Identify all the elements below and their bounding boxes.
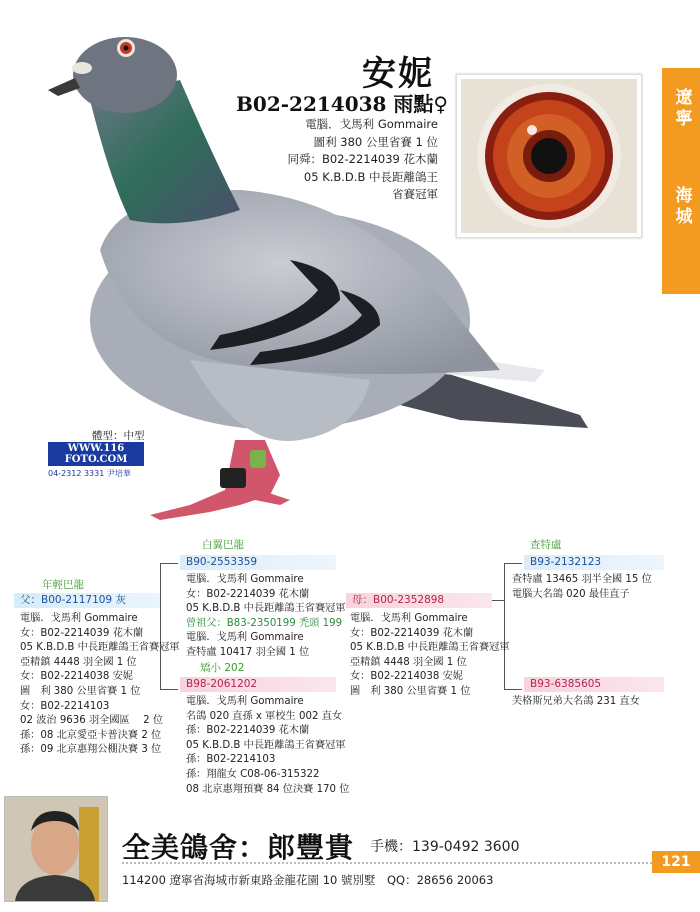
sire-dam-line: 名鴿 020 直孫 x 軍校生 002 直女 [186, 710, 343, 722]
dam-line: 女：B02-2214039 花木蘭 [350, 627, 474, 639]
sire-sire-details [186, 573, 346, 675]
sire-dam-line: 電腦．戈馬利 Gommaire [186, 696, 304, 707]
dam-sire-line: 查特盧 13465 羽半全國 15 位 [512, 574, 652, 585]
great-grandsire-line: 曾祖父：B83-2350199 禿頭 199 [186, 617, 343, 629]
sire-line: 女：B02-2214103 [20, 700, 110, 712]
connector-line [160, 563, 178, 564]
dam-line: 亞精鎮 4448 羽全國 1 位 [350, 656, 467, 668]
loft-name: 全美鴿舍：郎豐貴 [122, 831, 355, 864]
info-line: 圖利 380 公里省賽 1 位 [313, 134, 438, 149]
dam-line: 05 K.B.D.B 中長距離鴿王省賽冠軍 [350, 642, 510, 654]
sire-dam-label: B98-2061202 [180, 677, 336, 692]
owner-phone: 手機：139-0492 3600 [370, 839, 520, 855]
info-line: 電腦．戈馬利 Gommaire [305, 117, 438, 131]
dam-line: 電腦．戈馬利 Gommaire [350, 613, 468, 624]
page-number: 121 [652, 851, 700, 873]
ring-number: B02-2214038 雨點♀ [236, 92, 449, 116]
sire-line: 孫：08 北京愛亞卡普決賽 2 位 [20, 729, 162, 741]
dam-sire-label: B93-2132123 [524, 555, 664, 570]
owner-address: 114200 遼寧省海城市新東路金龍花園 10 號別墅 QQ：28656 20063 [122, 873, 494, 887]
watermark-logo: WWW.116 FOTO.COM [48, 442, 144, 466]
info-line: 05 K.B.D.B 中長距離鴿王 [303, 169, 438, 184]
eye-photo [456, 74, 642, 238]
pigeon-name: 安妮 [362, 54, 434, 94]
sire-dam-details [186, 695, 349, 797]
dam-line: 圖 利 380 公里省賽 1 位 [350, 685, 471, 697]
sire-line: 亞精鎮 4448 羽全國 1 位 [20, 656, 137, 668]
owner-photo [4, 796, 108, 902]
owner-portrait [5, 797, 107, 901]
sire-dam-line: 孫：B02-2214103 [186, 754, 276, 766]
photographer-watermark [48, 442, 144, 479]
sire-line: 05 K.B.D.B 中長距離鴿王省賽冠軍 [20, 642, 180, 654]
sire-line: 女：B02-2214039 花木蘭 [20, 627, 144, 639]
sire-dam-line: 05 K.B.D.B 中長距離鴿王省賽冠軍 [186, 739, 346, 751]
watermark-phone: 04-2312 3331 尹培華 [48, 469, 131, 478]
sire-line: 孫：09 北京惠翔公棚決賽 3 位 [20, 744, 162, 756]
sire-line: 02 波治 9636 羽全國區 2 位 [20, 715, 164, 727]
sire-sire-tag2: 矯小 202 [200, 661, 245, 674]
sire-details [20, 612, 180, 758]
dam-dam-label: B93-6385605 [524, 677, 664, 692]
dam-dam-details [512, 695, 640, 710]
sire-sire-tag: 白翼巴龍 [202, 539, 244, 551]
sire-sire-line: 電腦．戈馬利 Gommaire [186, 632, 304, 644]
connector-line [504, 563, 522, 564]
sire-dam-line: 08 北京惠翔預賽 84 位決賽 170 位 [186, 783, 350, 795]
info-line: 省賽冠軍 [392, 187, 438, 201]
dam-sire-line: 電腦大名鴿 020 最佳直子 [512, 588, 630, 600]
city-label: 海城 [671, 186, 692, 228]
sire-tag: 年輕巴龍 [42, 579, 84, 591]
dam-sire-details [512, 573, 652, 602]
sire-dam-line: 孫：B02-2214039 花木蘭 [186, 725, 310, 737]
pigeon-info [198, 116, 438, 204]
sire-sire-line: 女：B02-2214039 花木蘭 [186, 588, 310, 600]
sire-line: 電腦．戈馬利 Gommaire [20, 613, 138, 624]
dam-details [350, 612, 510, 700]
sire-dam-line: 孫：翔龍女 C08-06-315322 [186, 768, 320, 780]
dam-dam-line: 芙格斯兄弟大名鴿 231 直女 [512, 696, 640, 707]
dam-line: 女：B02-2214038 安妮 [350, 671, 463, 683]
info-line: 同舜：B02-2214039 花木蘭 [287, 152, 438, 166]
region-sidebar [662, 68, 700, 294]
connector-line [490, 600, 504, 601]
body-type: 體型：中型 [92, 430, 145, 442]
sire-sire-line: 電腦．戈馬利 Gommaire [186, 574, 304, 585]
region-label: 遼寧 [671, 88, 692, 130]
sire-sire-label: B90-2553359 [180, 555, 336, 570]
eye-image [457, 75, 641, 237]
sire-sire-line: 查特盧 10417 羽全國 1 位 [186, 646, 310, 658]
footer-divider [122, 862, 652, 864]
sire-line: 圖 利 380 公里省賽 1 位 [20, 685, 141, 697]
sire-line: 女：B02-2214038 安妮 [20, 671, 133, 683]
sire-sire-line: 05 K.B.D.B 中長距離鴿王省賽冠軍 [186, 603, 346, 615]
dam-label: 母：B00-2352898 [346, 593, 492, 608]
dam-sire-tag: 查特盧 [530, 539, 562, 551]
sire-label: 父：B00-2117109 灰 [14, 593, 160, 608]
